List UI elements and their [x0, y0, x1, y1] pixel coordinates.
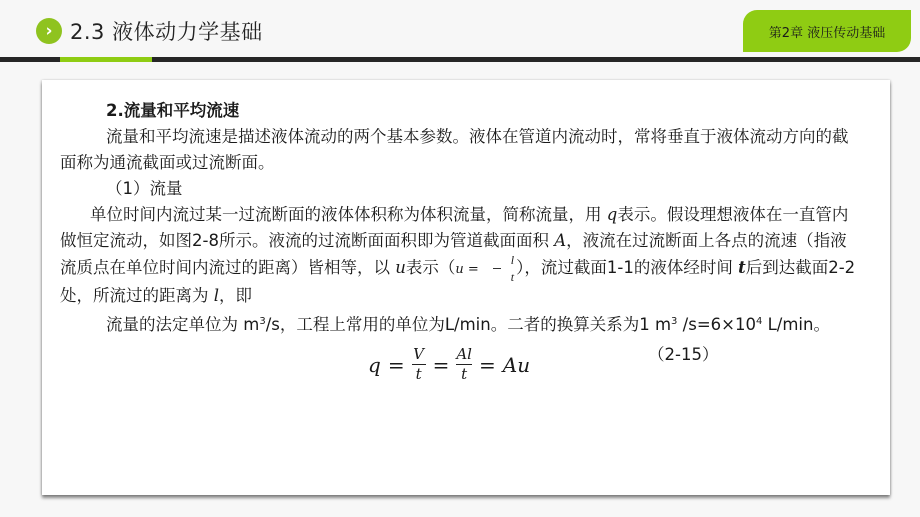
fraction-denominator: t: [461, 365, 468, 383]
formula-rhs: Au: [502, 352, 531, 377]
content-card: [42, 80, 890, 495]
symbol-t: t: [738, 258, 746, 277]
fraction-Al-over-t: [456, 346, 472, 383]
fraction-V-over-t: [412, 346, 426, 383]
header-accent-bar: [60, 57, 152, 62]
chapter-badge: 第2章 液压传动基础: [743, 10, 911, 52]
symbol-u: u: [395, 258, 406, 277]
text-segment: ，液流在过流断面上各点的流速（指液流质点在单位时间内流过的距离）皆相等，以: [60, 231, 847, 277]
superscript: 3: [259, 316, 266, 327]
superscript: 3: [671, 316, 678, 327]
fraction-denominator: t: [415, 365, 422, 383]
fraction-numerator: V: [413, 345, 424, 363]
inline-fraction: [481, 254, 514, 283]
text-segment: 流量的法定单位为 m: [106, 315, 260, 334]
equals-sign: =: [387, 352, 405, 377]
formula-lhs: q: [368, 352, 381, 377]
subheading-flow: （1）流量: [106, 179, 183, 198]
inline-equation-lhs: u =: [455, 262, 479, 277]
paragraph-flow-definition: [60, 202, 860, 309]
symbol-A: A: [554, 231, 567, 250]
equation-number: （2-15）: [648, 345, 719, 364]
text-segment: 后到达截面2-2处，所流过的距离为: [60, 258, 856, 305]
text-segment: ，即: [219, 286, 253, 305]
text-segment: 单位时间内流过某一过流断面的液体体积称为体积流量，简称流量，用: [90, 205, 607, 224]
symbol-q: q: [606, 205, 618, 224]
equals-sign: =: [478, 352, 496, 377]
fraction-numerator: l: [510, 253, 515, 267]
paragraph-units: [60, 309, 860, 338]
slide-header: [0, 0, 920, 64]
equals-sign: =: [432, 352, 450, 377]
superscript: 4: [755, 316, 763, 327]
text-segment: /s，工程上常用的单位为L/min。二者的换算关系为1 m: [265, 315, 672, 334]
text-segment: 表示（: [405, 258, 456, 277]
chevron-right-icon: ›: [36, 18, 62, 44]
formula-2-15: [368, 346, 530, 383]
content-heading: 2.流量和平均流速: [106, 101, 240, 120]
text-segment: 表示。假设理想液体在一直管内做恒定流动，如图2-8所示。液流的过流断面面积即为管道截面面积: [60, 205, 849, 250]
formula-row: [60, 342, 860, 398]
section-title: 2.3 液体动力学基础: [70, 20, 263, 44]
section-title-group: [36, 16, 263, 46]
content-body: [60, 98, 860, 398]
fraction-bar: [493, 268, 501, 269]
text-segment: ），流过截面1-1的液体经时间: [516, 258, 739, 277]
text-segment: /s=6×10: [677, 315, 756, 334]
fraction-numerator: Al: [456, 345, 472, 363]
fraction-denominator: t: [510, 270, 515, 284]
text-segment: L/min。: [762, 315, 830, 334]
symbol-l: l: [213, 286, 220, 305]
paragraph-intro: 流量和平均流速是描述液体流动的两个基本参数。液体在管道内流动时，常将垂直于液体流动方向的截面称为通流截面或过流断面。: [60, 127, 849, 172]
